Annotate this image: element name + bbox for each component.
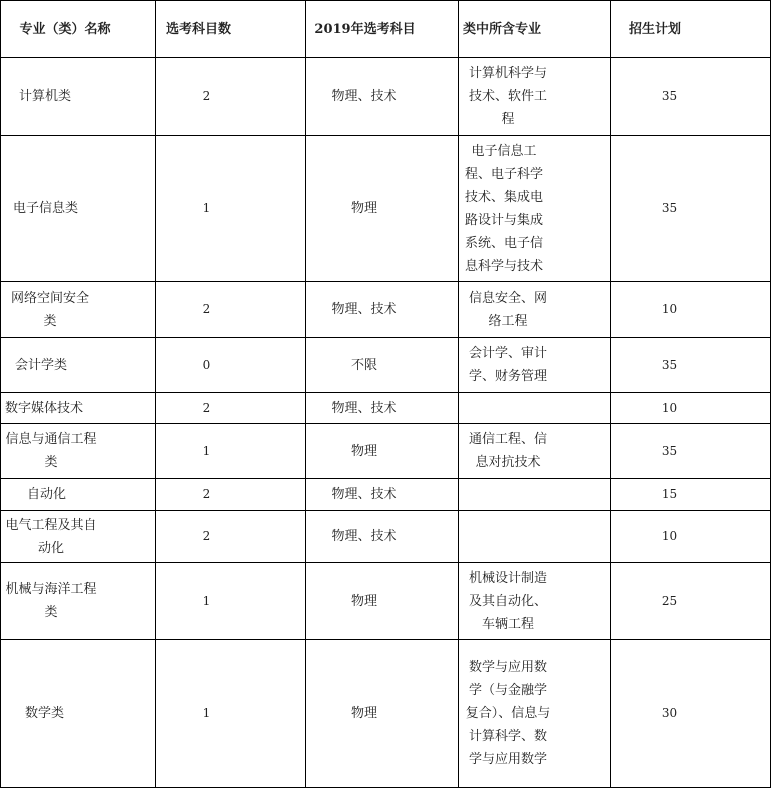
included-majors-cell: [459, 58, 611, 136]
subject-count: 1: [156, 136, 306, 282]
header-subjects-2019: 2019年选考科目: [306, 1, 459, 58]
table-row: [1, 393, 771, 424]
table-row: [1, 563, 771, 640]
major-category-name: 信息与通信工程类: [1, 424, 156, 479]
enrollment-plan: 35: [611, 136, 771, 282]
major-category-name: 数学类: [1, 640, 156, 788]
included-majors-cell: [459, 640, 611, 788]
subject-count: 1: [156, 424, 306, 479]
header-major-name: 专业（类）名称: [1, 1, 156, 58]
subject-count: 2: [156, 393, 306, 424]
table-row: [1, 282, 771, 338]
table-row: [1, 479, 771, 511]
subjects-2019: 物理、技术: [306, 511, 459, 563]
header-included-majors: 类中所含专业: [459, 1, 611, 58]
major-category-name: 计算机类: [1, 58, 156, 136]
subjects-2019: 物理: [306, 136, 459, 282]
included-majors: 信息安全、网络工程: [468, 290, 547, 329]
subject-count: 2: [156, 479, 306, 511]
subject-count: 2: [156, 282, 306, 338]
included-majors: 通信工程、信息对抗技术: [468, 432, 547, 470]
included-majors-cell: [459, 563, 611, 640]
subject-count: 1: [156, 563, 306, 640]
major-category-name: 会计学类: [1, 338, 156, 393]
subjects-2019: 物理: [306, 424, 459, 479]
enrollment-plan: 30: [611, 640, 771, 788]
enrollment-plan: 35: [611, 338, 771, 393]
included-majors-cell: [459, 479, 611, 511]
included-majors-cell: [459, 511, 611, 563]
header-row: [1, 1, 771, 58]
subjects-2019: 不限: [306, 338, 459, 393]
major-category-name: 数字媒体技术: [1, 393, 156, 424]
enrollment-plan: 10: [611, 393, 771, 424]
subjects-2019: 物理: [306, 563, 459, 640]
included-majors: 计算机科学与技术、软件工程: [468, 66, 547, 127]
included-majors: 电子信息工程、电子科学技术、集成电路设计与集成系统、电子信息科学与技术: [464, 143, 543, 274]
header-enrollment-plan: 招生计划: [611, 1, 771, 58]
subject-count: 1: [156, 640, 306, 788]
subject-count: 2: [156, 58, 306, 136]
table-row: [1, 338, 771, 393]
major-category-name: 电子信息类: [1, 136, 156, 282]
enrollment-plan: 10: [611, 511, 771, 563]
table-row: [1, 136, 771, 282]
enrollment-plan: 35: [611, 58, 771, 136]
enrollment-plan: 35: [611, 424, 771, 479]
subjects-2019: 物理: [306, 640, 459, 788]
subjects-2019: 物理、技术: [306, 58, 459, 136]
major-category-name: 网络空间安全类: [1, 282, 156, 338]
included-majors: 数学与应用数学（与金融学复合）、信息与计算科学、数学与应用数学: [465, 660, 551, 767]
included-majors-cell: [459, 393, 611, 424]
major-category-name: 电气工程及其自动化: [1, 511, 156, 563]
subjects-2019: 物理、技术: [306, 393, 459, 424]
enrollment-plan: 25: [611, 563, 771, 640]
table-row: [1, 424, 771, 479]
included-majors-cell: [459, 136, 611, 282]
included-majors-cell: [459, 338, 611, 393]
subjects-2019: 物理、技术: [306, 479, 459, 511]
included-majors-cell: [459, 282, 611, 338]
table-row: [1, 58, 771, 136]
subject-count: 0: [156, 338, 306, 393]
major-category-name: 机械与海洋工程类: [1, 563, 156, 640]
included-majors: 机械设计制造及其自动化、车辆工程: [468, 570, 547, 632]
table-row: [1, 640, 771, 788]
major-category-name: 自动化: [1, 479, 156, 511]
enrollment-plan: 15: [611, 479, 771, 511]
header-subject-count: 选考科目数: [156, 1, 306, 58]
subjects-2019: 物理、技术: [306, 282, 459, 338]
included-majors-cell: [459, 424, 611, 479]
subject-count: 2: [156, 511, 306, 563]
table-row: [1, 511, 771, 563]
included-majors: 会计学、审计学、财务管理: [468, 346, 547, 384]
enrollment-plan: 10: [611, 282, 771, 338]
